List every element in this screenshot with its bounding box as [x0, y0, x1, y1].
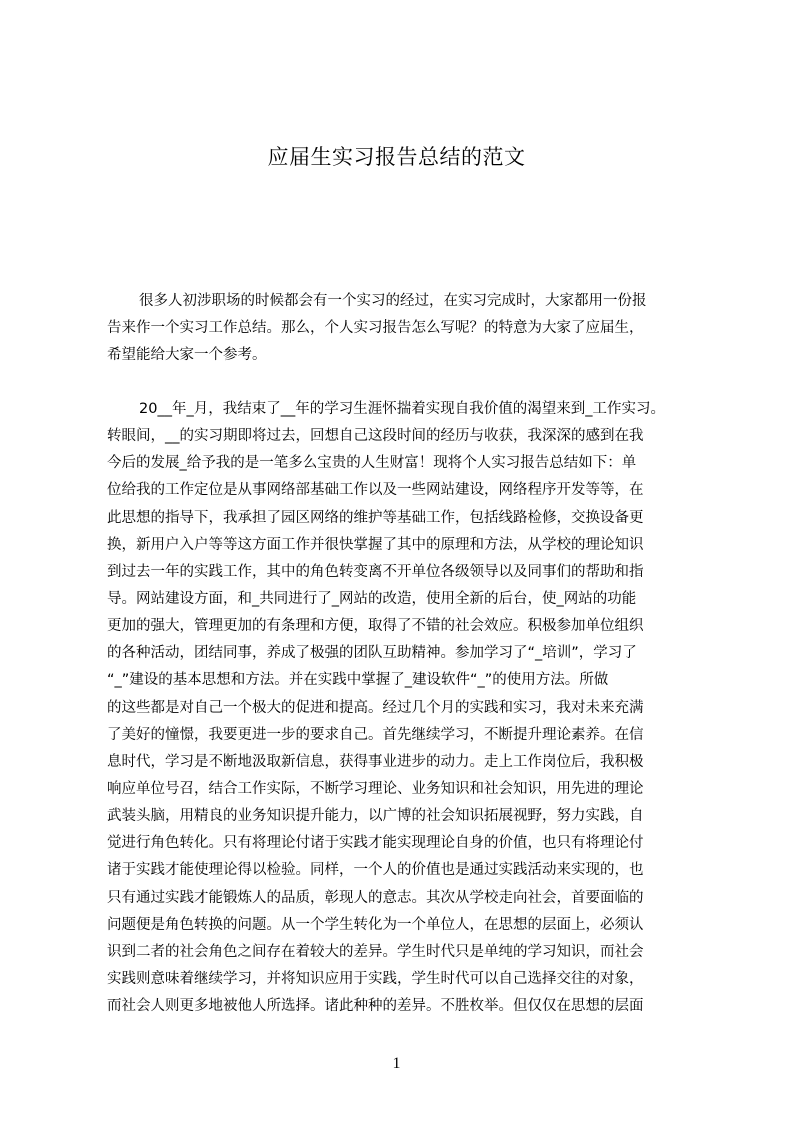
- paragraph-line: 识到二者的社会角色之间存在着较大的差异。学生时代只是单纯的学习知识，而社会: [107, 943, 644, 960]
- paragraph-line: 而社会人则更多地被他人所选择。诸此种种的差异。不胜枚举。但仅仅在思想的层面: [107, 998, 644, 1015]
- paragraph-line: 今后的发展_给予我的是一笔多么宝贵的人生财富！现将个人实习报告总结如下：单: [107, 455, 637, 472]
- paragraph-line: “_”建设的基本思想和方法。并在实践中掌握了_建设软件“_”的使用方法。所做: [107, 672, 609, 689]
- paragraph-line: 的这些都是对自己一个极大的促进和提高。经过几个月的实践和实习，我对未来充满: [107, 699, 644, 716]
- paragraph-line: 很多人初涉职场的时候都会有一个实习的经过，在实习完成时，大家都用一份报: [139, 293, 647, 309]
- paragraph-line: 实践则意味着继续学习，并将知识应用于实践，学生时代可以自己选择交往的对象，: [107, 970, 644, 987]
- document-title: 应届生实习报告总结的范文: [267, 145, 526, 169]
- paragraph-line: 此思想的指导下，我承担了园区网络的维护等基础工作，包括线路检修，交换设备更: [107, 509, 644, 526]
- paragraph-line: 息时代，学习是不断地汲取新信息，获得事业进步的动力。走上工作岗位后，我积极: [107, 753, 644, 770]
- paragraph-line: 转眼间，__的实习期即将过去，回想自己这段时间的经历与收获，我深深的感到在我: [107, 428, 644, 445]
- main-paragraph: [107, 396, 707, 1020]
- paragraph-line: 到过去一年的实践工作，其中的角色转变离不开单位各级领导以及同事们的帮助和指: [107, 563, 644, 580]
- paragraph-line: 问题便是角色转换的问题。从一个学生转化为一个单位人，在思想的层面上，必须认: [107, 916, 644, 933]
- paragraph-line: 导。网站建设方面，和_共同进行了_网站的改造，使用全新的后台，使_网站的功能: [107, 590, 637, 607]
- intro-paragraph: [107, 288, 707, 369]
- paragraph-line: 20__年_月，我结束了__年的学习生涯怀揣着实现自我价值的渴望来到_工作实习。: [139, 401, 665, 417]
- paragraph-line: 换，新用户入户等等这方面工作并很快掌握了其中的原理和方法，从学校的理论知识: [107, 536, 644, 553]
- paragraph-line: 的各种活动，团结同事，养成了极强的团队互助精神。参加学习了“_培训”，学习了: [107, 645, 637, 662]
- paragraph-line: 更加的强大，管理更加的有条理和方便，取得了不错的社会效应。积极参加单位组织: [107, 618, 644, 635]
- paragraph-line: 响应单位号召，结合工作实际，不断学习理论、业务知识和社会知识，用先进的理论: [107, 780, 644, 797]
- paragraph-line: 希望能给大家一个参考。: [107, 347, 267, 364]
- paragraph-line: 诸于实践才能使理论得以检验。同样，一个人的价值也是通过实践活动来实现的，也: [107, 862, 644, 879]
- paragraph-line: 武装头脑，用精良的业务知识提升能力，以广博的社会知识拓展视野，努力实践，自: [107, 808, 644, 825]
- paragraph-line: 觉进行角色转化。只有将理论付诸于实践才能实现理论自身的价值，也只有将理论付: [107, 835, 644, 852]
- paragraph-line: 告来作一个实习工作总结。那么，个人实习报告怎么写呢？的特意为大家了应届生，: [107, 320, 644, 337]
- paragraph-line: 了美好的憧憬，我要更进一步的要求自己。首先继续学习，不断提升理论素养。在信: [107, 726, 644, 743]
- page-number: 1: [392, 1055, 401, 1072]
- paragraph-line: 位给我的工作定位是从事网络部基础工作以及一些网站建设，网络程序开发等等，在: [107, 482, 644, 499]
- paragraph-line: 只有通过实践才能锻炼人的品质，彰现人的意志。其次从学校走向社会，首要面临的: [107, 889, 644, 906]
